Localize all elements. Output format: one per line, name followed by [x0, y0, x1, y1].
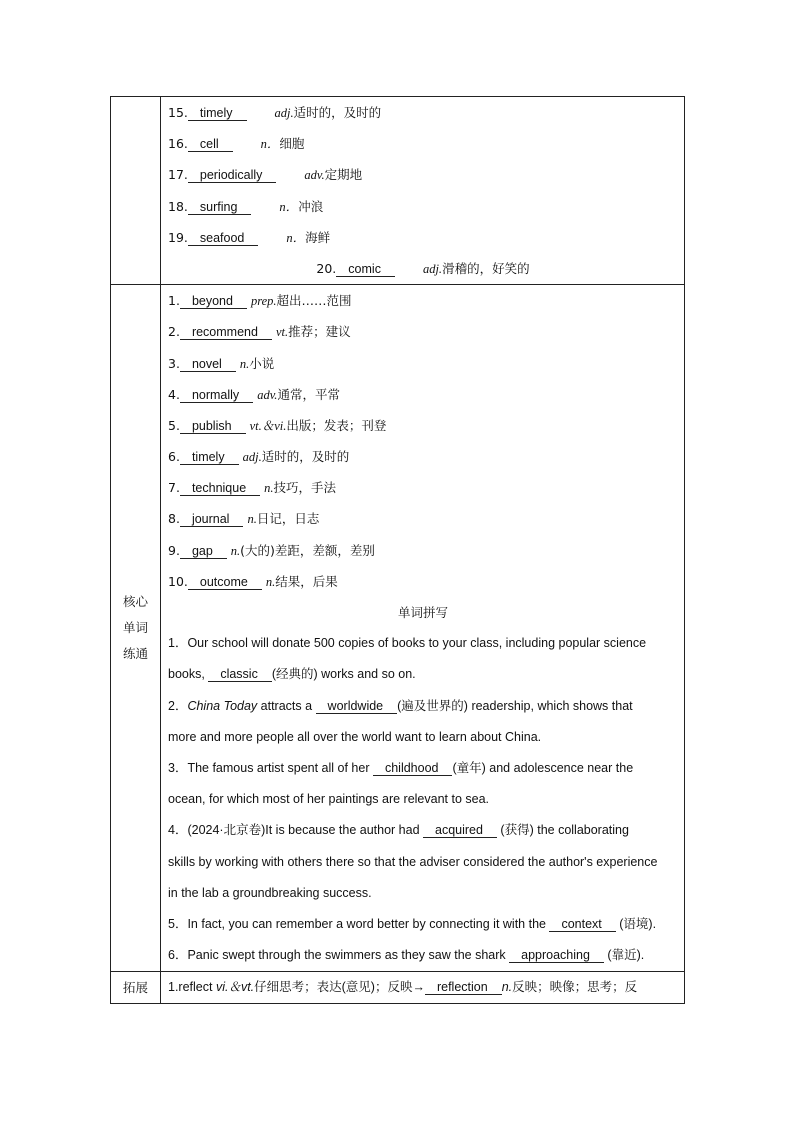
answer-blank: technique — [180, 481, 260, 496]
answer-blank: novel — [180, 357, 236, 372]
vocab-table — [110, 96, 685, 1004]
core-label-cell — [111, 285, 161, 972]
answer-blank: classic — [208, 667, 272, 682]
answer-blank: childhood — [373, 761, 453, 776]
section-label: 核心 单词 练通 — [122, 594, 148, 662]
answer-blank: periodically — [188, 168, 277, 183]
vocab-line: 4. normally adv.通常，平常 — [168, 386, 340, 402]
answer-blank: gap — [180, 544, 227, 559]
answer-blank: recommend — [180, 325, 272, 340]
extend-line: 1.reflect vi.＆vt.仔细思考；表达(意见)；反映→ reflection n.反映；映像；思考；反 — [168, 980, 638, 995]
vocab-line: 7. technique n.技巧，手法 — [168, 480, 337, 496]
answer-blank: cell — [188, 137, 233, 152]
answer-blank: normally — [180, 388, 253, 403]
answer-blank: beyond — [180, 294, 247, 309]
vocab-line: 17. periodically adv.定期地 — [168, 167, 363, 183]
sentence-line: 4．(2024·北京卷)It is because the author had acquired (获得) the collaborating — [168, 823, 629, 838]
top-content-cell — [161, 97, 685, 285]
vocab-line: 19. seafood n．海鲜 — [168, 229, 331, 245]
sentence-line: 5．In fact, you can remember a word better by connecting it with the context (语境). — [168, 916, 657, 931]
answer-blank: comic — [336, 262, 395, 277]
vocab-line: 15. timely adj.适时的，及时的 — [168, 105, 382, 120]
extend-label-cell — [111, 972, 161, 1004]
extend-content-cell — [161, 972, 685, 1004]
vocab-line: 20. comic adj.滑稽的，好笑的 — [316, 260, 530, 276]
sentence-line: ocean, for which most of her paintings are relevant to sea. — [168, 792, 490, 807]
answer-blank: surfing — [188, 200, 252, 215]
vocab-line: 10. outcome n.结果，后果 — [168, 573, 338, 589]
vocab-line: 1. beyond prep.超出……范围 — [168, 293, 352, 309]
vocab-line: 2. recommend vt.推荐；建议 — [168, 324, 351, 340]
answer-blank: seafood — [188, 231, 258, 246]
answer-blank: outcome — [188, 575, 262, 590]
vocab-line: 8. journal n.日记，日志 — [168, 511, 320, 527]
vocab-line: 18. surfing n．冲浪 — [168, 198, 324, 214]
answer-blank: acquired — [423, 823, 497, 838]
top-label-cell — [111, 97, 161, 285]
subheading: 单词拼写 — [397, 605, 448, 620]
answer-blank: publish — [180, 419, 246, 434]
answer-blank: approaching — [509, 948, 604, 963]
sentence-line: 3．The famous artist spent all of her childhood (童年) and adolescence near the — [168, 760, 634, 775]
vocab-line: 9. gap n.(大的)差距，差额，差别 — [168, 542, 375, 558]
answer-blank: timely — [188, 106, 247, 121]
sentence-line: skills by working with others there so that the adviser considered the author's experience — [168, 854, 658, 869]
top-section-row — [111, 97, 685, 285]
vocab-line: 16. cell n．细胞 — [168, 136, 305, 152]
core-section-row — [111, 285, 685, 972]
extend-section-row — [111, 972, 685, 1004]
answer-blank: journal — [180, 512, 244, 527]
sentence-line: 6．Panic swept through the swimmers as they saw the shark approaching (靠近). — [168, 948, 645, 963]
vocab-line: 6. timely adj.适时的，及时的 — [168, 449, 350, 465]
section-label: 拓展 — [122, 979, 148, 995]
sentence-line: in the lab a groundbreaking success. — [168, 885, 372, 900]
answer-blank: context — [549, 917, 615, 932]
sentence-line: 1．Our school will donate 500 copies of books to your class, including popular science — [168, 636, 647, 651]
answer-blank: worldwide — [316, 699, 398, 714]
sentence-line: 2．China Today attracts a worldwide (遍及世界的) readership, which shows that — [168, 698, 633, 713]
answer-blank: timely — [180, 450, 239, 465]
vocab-line: 3. novel n.小说 — [168, 355, 275, 371]
core-content-cell — [161, 285, 685, 972]
answer-blank: reflection — [425, 980, 502, 995]
sentence-line: books, classic (经典的) works and so on. — [168, 667, 416, 682]
vocab-line: 5. publish vt.＆vi.出版；发表；刊登 — [168, 417, 387, 433]
sentence-line: more and more people all over the world want to learn about China. — [168, 729, 542, 744]
